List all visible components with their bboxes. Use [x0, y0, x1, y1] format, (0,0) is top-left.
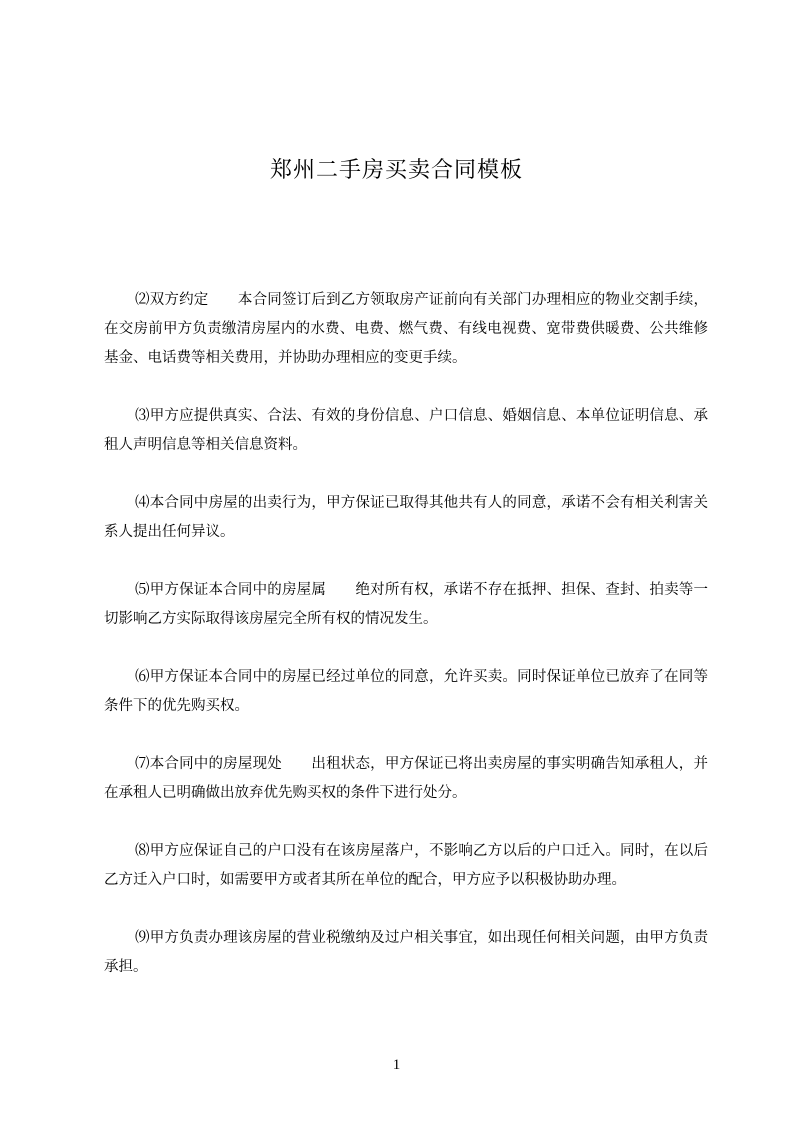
page-title: 郑州二手房买卖合同模板 — [269, 157, 523, 183]
paragraph-7: ⑺本合同中的房屋现处 出租状态，甲方保证已将出卖房屋的事实明确告知承租人，并在承租人已明确做出放弃优先购买权的条件下进行处分。 — [104, 756, 708, 801]
paragraph-4: ⑷本合同中房屋的出卖行为，甲方保证已取得其他共有人的同意，承诺不会有相关利害关系人提出任何异议。 — [104, 495, 708, 540]
paragraph-2: ⑵双方约定 本合同签订后到乙方领取房产证前向有关部门办理相应的物业交割手续，在交房前甲方负责缴清房屋内的水费、电费、燃气费、有线电视费、宽带费供暖费、公共维修基金、电话费等相关费用，并协助办理相应的变更手续。 — [104, 292, 708, 366]
paragraph-5: ⑸甲方保证本合同中的房屋属 绝对所有权，承诺不存在抵押、担保、查封、拍卖等一切影响乙方实际取得该房屋完全所有权的情况发生。 — [104, 582, 708, 627]
document-body — [104, 286, 708, 982]
paragraph-9: ⑼甲方负责办理该房屋的营业税缴纳及过户相关事宜，如出现任何相关问题，由甲方负责承担。 — [104, 930, 708, 975]
paragraph-6: ⑹甲方保证本合同中的房屋已经过单位的同意，允许买卖。同时保证单位已放弃了在同等条件下的优先购买权。 — [104, 669, 708, 714]
paragraph-3: ⑶甲方应提供真实、合法、有效的身份信息、户口信息、婚姻信息、本单位证明信息、承租人声明信息等相关信息资料。 — [104, 408, 708, 453]
page-number: 1 — [392, 1057, 401, 1073]
paragraph-8: ⑻甲方应保证自己的户口没有在该房屋落户，不影响乙方以后的户口迁入。同时，在以后乙方迁入户口时，如需要甲方或者其所在单位的配合，甲方应予以积极协助办理。 — [104, 843, 708, 888]
